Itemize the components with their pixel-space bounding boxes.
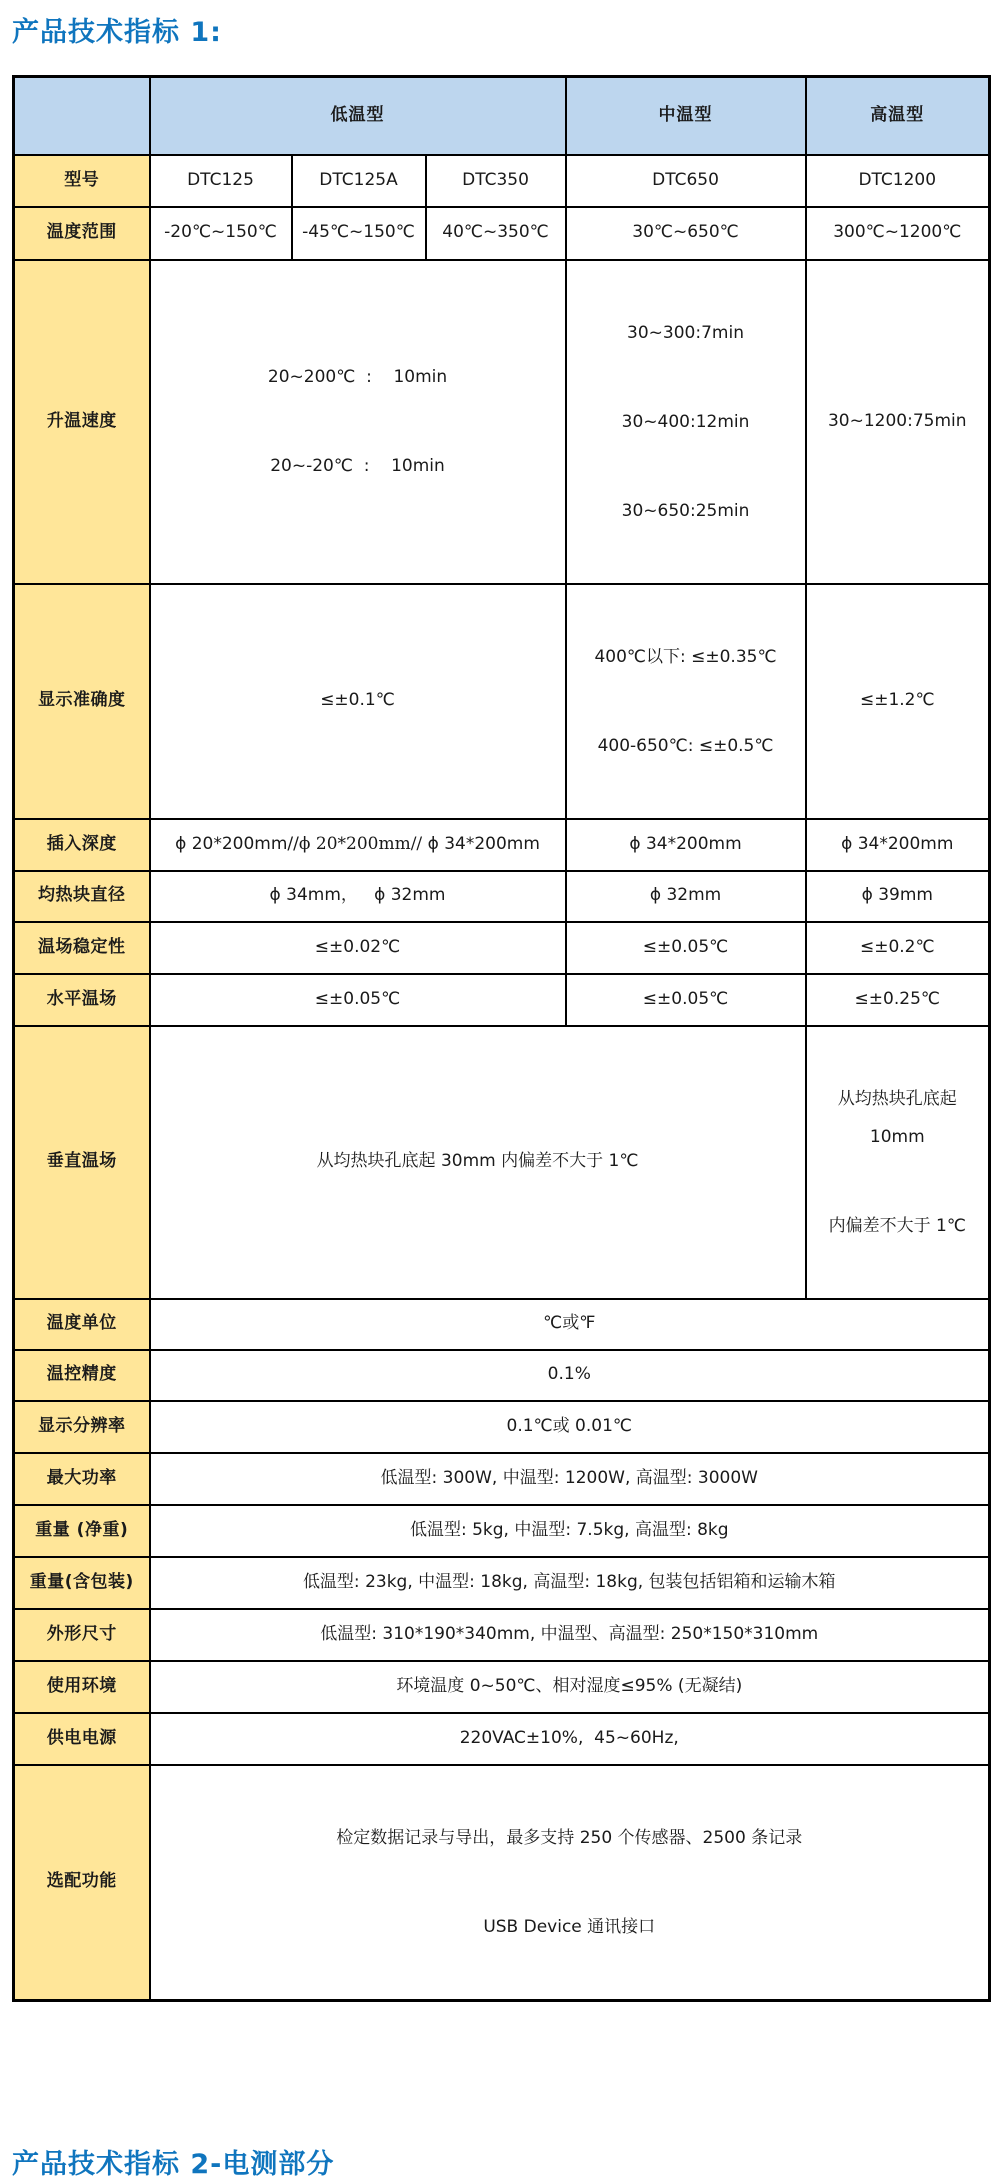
cell-model-2: DTC125A bbox=[292, 155, 426, 207]
header-row bbox=[14, 77, 990, 155]
cell-environment: 环境温度 0~50℃、相对湿度≤95% (无凝结) bbox=[150, 1661, 990, 1713]
row-label-environment: 使用环境 bbox=[14, 1661, 150, 1713]
row-label-accuracy: 显示准确度 bbox=[14, 584, 150, 819]
cell-insertion-low bbox=[150, 819, 566, 871]
cell-range-2: -45℃~150℃ bbox=[292, 207, 426, 260]
header-high-temp-group: 高温型 bbox=[806, 77, 990, 155]
spec-table bbox=[12, 75, 991, 2002]
row-label-dimensions: 外形尺寸 bbox=[14, 1609, 150, 1661]
cell-model-4: DTC650 bbox=[566, 155, 806, 207]
cell-temp-unit: ℃或℉ bbox=[150, 1299, 990, 1350]
cell-horizontal-mid: ≤±0.05℃ bbox=[566, 974, 806, 1026]
rate-mid-line1: 30~300:7min bbox=[627, 322, 744, 343]
cell-horizontal-high: ≤±0.25℃ bbox=[806, 974, 990, 1026]
row-label-model: 型号 bbox=[14, 155, 150, 207]
cell-display-resolution: 0.1℃或 0.01℃ bbox=[150, 1401, 990, 1453]
accuracy-mid-line2: 400-650℃: ≤±0.5℃ bbox=[597, 735, 774, 756]
cell-stability-mid: ≤±0.05℃ bbox=[566, 922, 806, 974]
row-field-stability bbox=[14, 922, 990, 974]
row-vertical-field bbox=[14, 1026, 990, 1299]
cell-max-power: 低温型: 300W, 中温型: 1200W, 高温型: 3000W bbox=[150, 1453, 990, 1505]
row-temp-range bbox=[14, 207, 990, 260]
page-title-spec2: 产品技术指标 2-电测部分 bbox=[12, 2148, 335, 2180]
rate-mid-line3: 30~650:25min bbox=[621, 500, 750, 521]
row-power-supply bbox=[14, 1713, 990, 1765]
row-temp-unit bbox=[14, 1299, 990, 1350]
row-label-block-diameter: 均热块直径 bbox=[14, 871, 150, 922]
row-insertion-depth bbox=[14, 819, 990, 871]
accuracy-mid-line1: 400℃以下: ≤±0.35℃ bbox=[594, 646, 777, 667]
row-label-insertion-depth: 插入深度 bbox=[14, 819, 150, 871]
row-dimensions bbox=[14, 1609, 990, 1661]
cell-power-supply: 220VAC±10%, 45~60Hz, bbox=[150, 1713, 990, 1765]
rate-mid-line2: 30~400:12min bbox=[621, 411, 750, 432]
row-accuracy bbox=[14, 584, 990, 819]
row-label-control-precision: 温控精度 bbox=[14, 1350, 150, 1401]
insertion-part2: ϕ 20*200mm// bbox=[298, 833, 423, 854]
cell-accuracy-mid bbox=[566, 584, 806, 819]
cell-model-3: DTC350 bbox=[426, 155, 566, 207]
row-label-vertical-field: 垂直温场 bbox=[14, 1026, 150, 1299]
cell-model-5: DTC1200 bbox=[806, 155, 990, 207]
cell-horizontal-low: ≤±0.05℃ bbox=[150, 974, 566, 1026]
row-label-max-power: 最大功率 bbox=[14, 1453, 150, 1505]
cell-range-1: -20℃~150℃ bbox=[150, 207, 292, 260]
cell-control-precision: 0.1% bbox=[150, 1350, 990, 1401]
row-weight-net bbox=[14, 1505, 990, 1557]
header-low-temp-group: 低温型 bbox=[150, 77, 566, 155]
row-heating-rate bbox=[14, 260, 990, 584]
cell-rate-mid bbox=[566, 260, 806, 584]
cell-rate-low bbox=[150, 260, 566, 584]
header-mid-temp-group: 中温型 bbox=[566, 77, 806, 155]
optional-line2: USB Device 通讯接口 bbox=[483, 1916, 656, 1937]
cell-diameter-low: ϕ 34mm， ϕ 32mm bbox=[150, 871, 566, 922]
cell-range-5: 300℃~1200℃ bbox=[806, 207, 990, 260]
rate-low-line2: 20~-20℃ : 10min bbox=[270, 456, 445, 476]
cell-range-3: 40℃~350℃ bbox=[426, 207, 566, 260]
cell-accuracy-high: ≤±1.2℃ bbox=[806, 584, 990, 819]
cell-range-4: 30℃~650℃ bbox=[566, 207, 806, 260]
cell-accuracy-low: ≤±0.1℃ bbox=[150, 584, 566, 819]
cell-stability-high: ≤±0.2℃ bbox=[806, 922, 990, 974]
row-label-heating-rate: 升温速度 bbox=[14, 260, 150, 584]
cell-diameter-mid: ϕ 32mm bbox=[566, 871, 806, 922]
cell-dimensions: 低温型: 310*190*340mm, 中温型、高温型: 250*150*310mm bbox=[150, 1609, 990, 1661]
row-label-temp-range: 温度范围 bbox=[14, 207, 150, 260]
row-label-horizontal-field: 水平温场 bbox=[14, 974, 150, 1026]
header-corner-cell bbox=[14, 77, 150, 155]
insertion-part3: ϕ 34*200mm bbox=[422, 833, 540, 854]
vertical-high-line2: 内偏差不大于 1℃ bbox=[828, 1215, 966, 1236]
row-horizontal-field bbox=[14, 974, 990, 1026]
optional-line1: 检定数据记录与导出，最多支持 250 个传感器、2500 条记录 bbox=[336, 1827, 803, 1848]
cell-vertical-high bbox=[806, 1026, 990, 1299]
cell-diameter-high: ϕ 39mm bbox=[806, 871, 990, 922]
insertion-part1: ϕ 20*200mm// bbox=[175, 833, 299, 854]
cell-insertion-mid: ϕ 34*200mm bbox=[566, 819, 806, 871]
vertical-high-line1: 从均热块孔底起 10mm bbox=[837, 1088, 963, 1147]
row-optional-features bbox=[14, 1765, 990, 2001]
cell-stability-low: ≤±0.02℃ bbox=[150, 922, 566, 974]
cell-vertical-lowmid: 从均热块孔底起 30mm 内偏差不大于 1℃ bbox=[150, 1026, 806, 1299]
page-title-spec1: 产品技术指标 1: bbox=[12, 17, 222, 48]
rate-low-line1: 20~200℃ : 10min bbox=[267, 367, 448, 387]
row-block-diameter bbox=[14, 871, 990, 922]
cell-rate-high: 30~1200:75min bbox=[806, 260, 990, 584]
row-label-weight-net: 重量 (净重) bbox=[14, 1505, 150, 1557]
cell-weight-gross: 低温型: 23kg, 中温型: 18kg, 高温型: 18kg, 包装包括铝箱和运输木箱 bbox=[150, 1557, 990, 1609]
row-display-resolution bbox=[14, 1401, 990, 1453]
row-label-temp-unit: 温度单位 bbox=[14, 1299, 150, 1350]
row-control-precision bbox=[14, 1350, 990, 1401]
row-label-optional-features: 选配功能 bbox=[14, 1765, 150, 2001]
cell-optional-features bbox=[150, 1765, 990, 2001]
row-label-power-supply: 供电电源 bbox=[14, 1713, 150, 1765]
row-max-power bbox=[14, 1453, 990, 1505]
cell-insertion-high: ϕ 34*200mm bbox=[806, 819, 990, 871]
row-label-display-resolution: 显示分辨率 bbox=[14, 1401, 150, 1453]
cell-weight-net: 低温型: 5kg, 中温型: 7.5kg, 高温型: 8kg bbox=[150, 1505, 990, 1557]
row-model bbox=[14, 155, 990, 207]
row-label-weight-gross: 重量(含包装) bbox=[14, 1557, 150, 1609]
row-label-field-stability: 温场稳定性 bbox=[14, 922, 150, 974]
row-environment bbox=[14, 1661, 990, 1713]
row-weight-gross bbox=[14, 1557, 990, 1609]
cell-model-1: DTC125 bbox=[150, 155, 292, 207]
